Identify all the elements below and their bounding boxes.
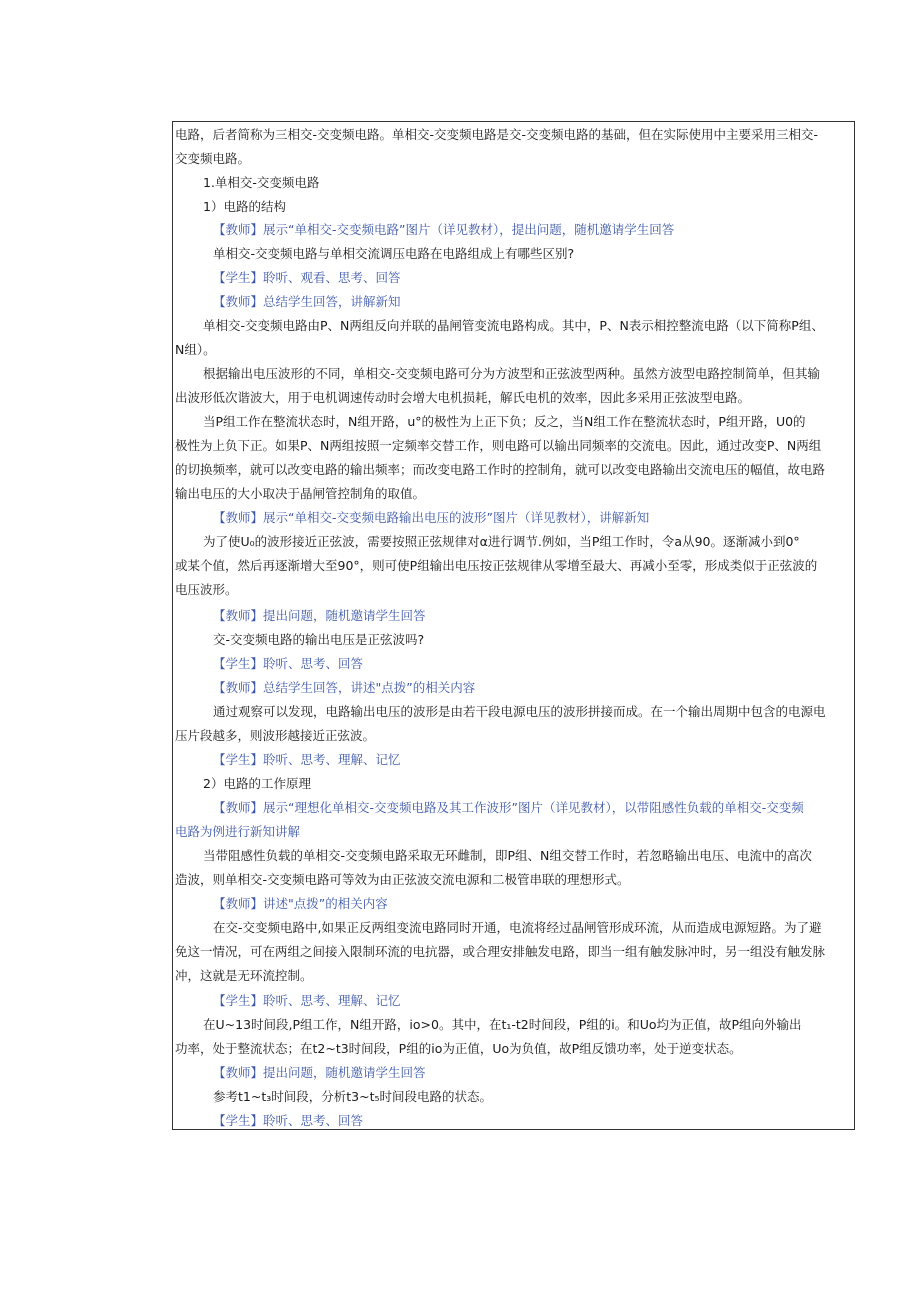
role-line: 【学生】聆听、思考、理解、记忆 [213, 752, 401, 767]
role-line: 【教师】展示“理想化单相交-交变频电路及其工作波形”图片（详见教材），以带阻感性负载的单相交-交变频 [213, 800, 804, 815]
text-line: 1）电路的结构 [203, 199, 286, 214]
text-line: 交变频电路。 [175, 151, 251, 166]
text-line: 冲，这就是无环流控制。 [175, 968, 313, 983]
text-line: 电路，后者简称为三相交-交变频电路。单相交-交变频电路是交-交变频电路的基础，但在实际使用中主要采用三相交- [175, 127, 819, 142]
text-line: 根据输出电压波形的不同，单相交-交变频电路可分为方波型和正弦波型两种。虽然方波型电路控制简单，但其输 [203, 366, 821, 381]
role-line: 【学生】聆听、思考、理解、记忆 [213, 993, 401, 1008]
text-line: 输出电压的大小取决于晶闸管控制角的取值。 [175, 486, 426, 501]
text-line: 或某个值，然后再逐渐增大至90°，则可使P组输出电压按正弦规律从零增至最大、再减小至零，形成类似于正弦波的 [175, 558, 818, 573]
text-line: 出波形低次谐波大，用于电机调速传动时会增大电机损耗，解氏电机的效率，因此多采用正弦波型电路。 [175, 390, 751, 405]
text-line: 造波，则单相交-交变频电路可等效为由正弦波交流电源和二极管串联的理想形式。 [175, 872, 630, 887]
role-line: 【教师】总结学生回答，讲解新知 [213, 294, 401, 309]
text-line: 功率，处于整流状态；在t2~t3时间段，P组的io为正值，Uo为负值，故P组反馈功率，处于逆变状态。 [175, 1041, 742, 1056]
text-line: 在交-交变频电路中,如果正反两组变流电路同时开通，电流将经过晶闸管形成环流，从而造成电源短路。为了避 [213, 920, 822, 935]
text-line: 1.单相交-交变频电路 [203, 175, 320, 190]
text-line: 为了使U₀的波形接近正弦波，需要按照正弦规律对α进行调节.例如，当P组工作时，令a从90。逐渐减小到0° [203, 534, 800, 549]
role-line: 【教师】提出问题，随机邀请学生回答 [213, 608, 426, 623]
text-line: 参考t1~t₃时间段，分析t3~t₅时间段电路的状态。 [213, 1089, 492, 1104]
role-line: 【教师】展示“单相交-交变频电路”图片（详见教材），提出问题，随机邀请学生回答 [213, 222, 675, 237]
role-line: 【教师】展示“单相交-交变频电路输出电压的波形”图片（详见教材），讲解新知 [213, 510, 650, 525]
text-line: 在U~13时间段,P组工作，N组开路，io>0。其中，在t₁-t2时间段，P组的i。和Uo均为正值，故P组向外输出 [203, 1017, 802, 1032]
text-line: 的切换频率，就可以改变电路的输出频率；而改变电路工作时的控制角，就可以改变电路输出交流电压的幅值，故电路 [175, 462, 826, 477]
role-line: 【教师】总结学生回答，讲述"点拨”的相关内容 [213, 680, 476, 695]
text-line: 压片段越多，则波形越接近正弦波。 [175, 728, 376, 743]
text-line: 交-交变频电路的输出电压是正弦波吗? [213, 632, 425, 647]
role-line: 电路为例进行新知讲解 [175, 824, 301, 839]
role-line: 【学生】聆听、观看、思考、回答 [213, 270, 401, 285]
text-line: 当P组工作在整流状态时，N组开路，u°的极性为上正下负；反之，当N组工作在整流状态时，P组开路，U0的 [203, 414, 806, 429]
text-line: 2）电路的工作原理 [203, 776, 311, 791]
role-line: 【教师】提出问题，随机邀请学生回答 [213, 1065, 426, 1080]
text-line: 单相交-交变频电路与单相交流调压电路在电路组成上有哪些区别? [213, 246, 575, 261]
role-line: 【学生】聆听、思考、回答 [213, 1113, 364, 1128]
text-line: 极性为上负下正。如果P、N两组按照一定频率交替工作，则电路可以输出同频率的交流电。因此，通过改变P、N两组 [175, 438, 822, 453]
text-line: N组）。 [175, 342, 216, 357]
text-line: 当带阻感性负载的单相交-交变频电路采取无环雌制，即P组、N组交替工作时，若忽略输出电压、电流中的高次 [203, 848, 812, 863]
text-line: 电压波形。 [175, 582, 238, 597]
text-line: 单相交-交变频电路由P、N两组反向并联的晶闸管变流电路构成。其中，P、N表示相控整流电路（以下简称P组、 [203, 318, 824, 333]
role-line: 【教师】讲述"点拨”的相关内容 [213, 896, 388, 911]
text-line: 免这一情况，可在两组之间接入限制环流的电抗器，或合理安排触发电路，即当一组有触发脉冲时，另一组没有触发脉 [175, 944, 826, 959]
text-line: 通过观察可以发现，电路输出电压的波形是由若干段电源电压的波形拼接而成。在一个输出周期中包含的电源电 [213, 704, 826, 719]
role-line: 【学生】聆听、思考、回答 [213, 656, 364, 671]
